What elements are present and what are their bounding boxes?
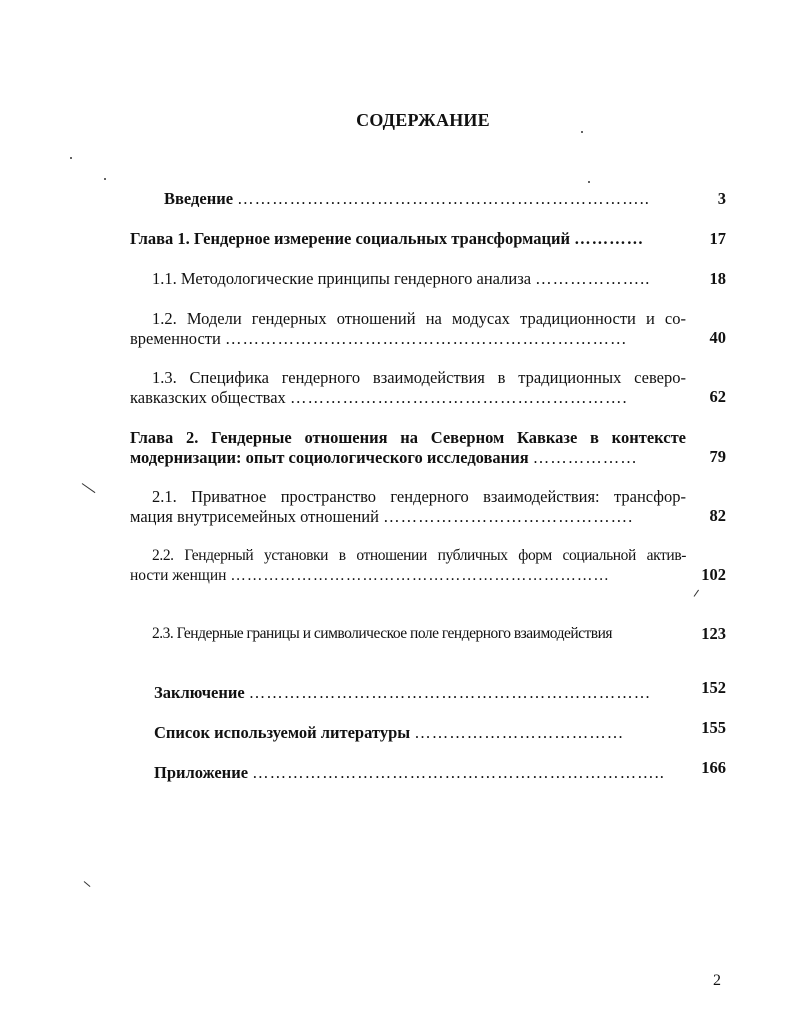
toc-entry-2-3[interactable] [152,624,692,644]
toc-leader-dots: ……………………………………. [383,507,634,526]
toc-page-number: 82 [709,506,726,525]
toc-entry-line-1: 2.1. Приватное пространство гендерного взаимодействия: трансфор- [152,487,686,506]
scan-mark [82,483,96,493]
toc-entry-conclusion[interactable] [154,683,684,703]
toc-entry-line-2: кавказских обществах [130,388,286,407]
toc-entry-label: 1.1. Методологические принципы гендерного анализа [152,269,532,288]
toc-leader-dots: …………………………………………………………….. [237,189,650,208]
toc-page-number: 155 [701,718,726,737]
toc-leader-dots: …………………………………………………. [289,388,628,407]
toc-page-number: 3 [717,189,726,208]
toc-leader-dots: …………………………………………………………… [224,329,628,348]
scan-mark [694,590,699,597]
toc-page-number: 166 [701,758,726,777]
page-title: СОДЕРЖАНИЕ [356,110,490,130]
toc-entry-2-2[interactable] [130,546,686,586]
toc-entry-introduction[interactable] [164,189,684,209]
toc-page-number: 152 [701,678,726,697]
toc-page-number: 102 [701,565,726,584]
toc-entry-line-1: Глава 2. Гендерные отношения на Северном Кавказе в контексте [130,428,686,447]
toc-entry-line-1: 1.3. Специфика гендерного взаимодействия в традиционных северо- [152,368,686,387]
toc-entry-label: 2.3. Гендерные границы и символическое поле гендерного взаимодействия [152,625,613,642]
toc-page-number: 123 [701,624,726,643]
toc-entry-line-2: ности женщин [130,567,227,584]
scan-speck [70,157,72,159]
toc-page-number: 79 [709,447,726,466]
scan-speck [581,131,583,133]
toc-entry-label: Заключение [154,683,245,702]
toc-entry-label: Список используемой литературы [154,723,411,742]
scan-mark [84,881,91,887]
toc-entry-chapter-2[interactable] [130,428,686,468]
toc-entry-1-2[interactable] [130,309,686,349]
toc-leader-dots: ……………………………… [414,723,625,742]
toc-entry-line-2: мация внутрисемейных отношений [130,507,379,526]
toc-entry-appendix[interactable] [154,763,684,783]
toc-page-number: 62 [709,387,726,406]
toc-leader-dots: …………………………………………………………….. [252,763,665,782]
toc-leader-dots: ……………….. [535,269,651,288]
toc-entry-1-3[interactable] [130,368,686,408]
toc-entry-label: Глава 1. Гендерное измерение социальных трансформаций [130,229,571,248]
toc-entry-bibliography[interactable] [154,723,684,743]
toc-leader-dots: ………… [574,229,645,248]
toc-page-number: 18 [709,269,726,288]
scan-speck [104,178,106,180]
toc-page-number: 40 [709,328,726,347]
toc-entry-line-2: временности [130,329,221,348]
toc-leader-dots: …………………………………………………………… [248,683,652,702]
toc-entry-line-2: модернизации: опыт социологического исследования [130,448,529,467]
scan-speck [588,181,590,183]
toc-page-number: 17 [709,229,726,248]
toc-entry-line-1: 1.2. Модели гендерных отношений на модусах традиционности и со- [152,309,686,328]
toc-entry-chapter-1[interactable] [130,229,690,249]
toc-entry-2-1[interactable] [130,487,686,527]
toc-entry-label: Приложение [154,763,249,782]
toc-entry-line-1: 2.2. Гендерный установки в отношении публичных форм социальной актив- [152,547,686,564]
toc-entry-label: Введение [164,189,234,208]
toc-leader-dots: …………………………………………………………… [230,567,610,584]
footer-page-number: 2 [713,972,721,989]
toc-entry-1-1[interactable] [152,269,692,289]
toc-leader-dots: ……………… [532,448,638,467]
